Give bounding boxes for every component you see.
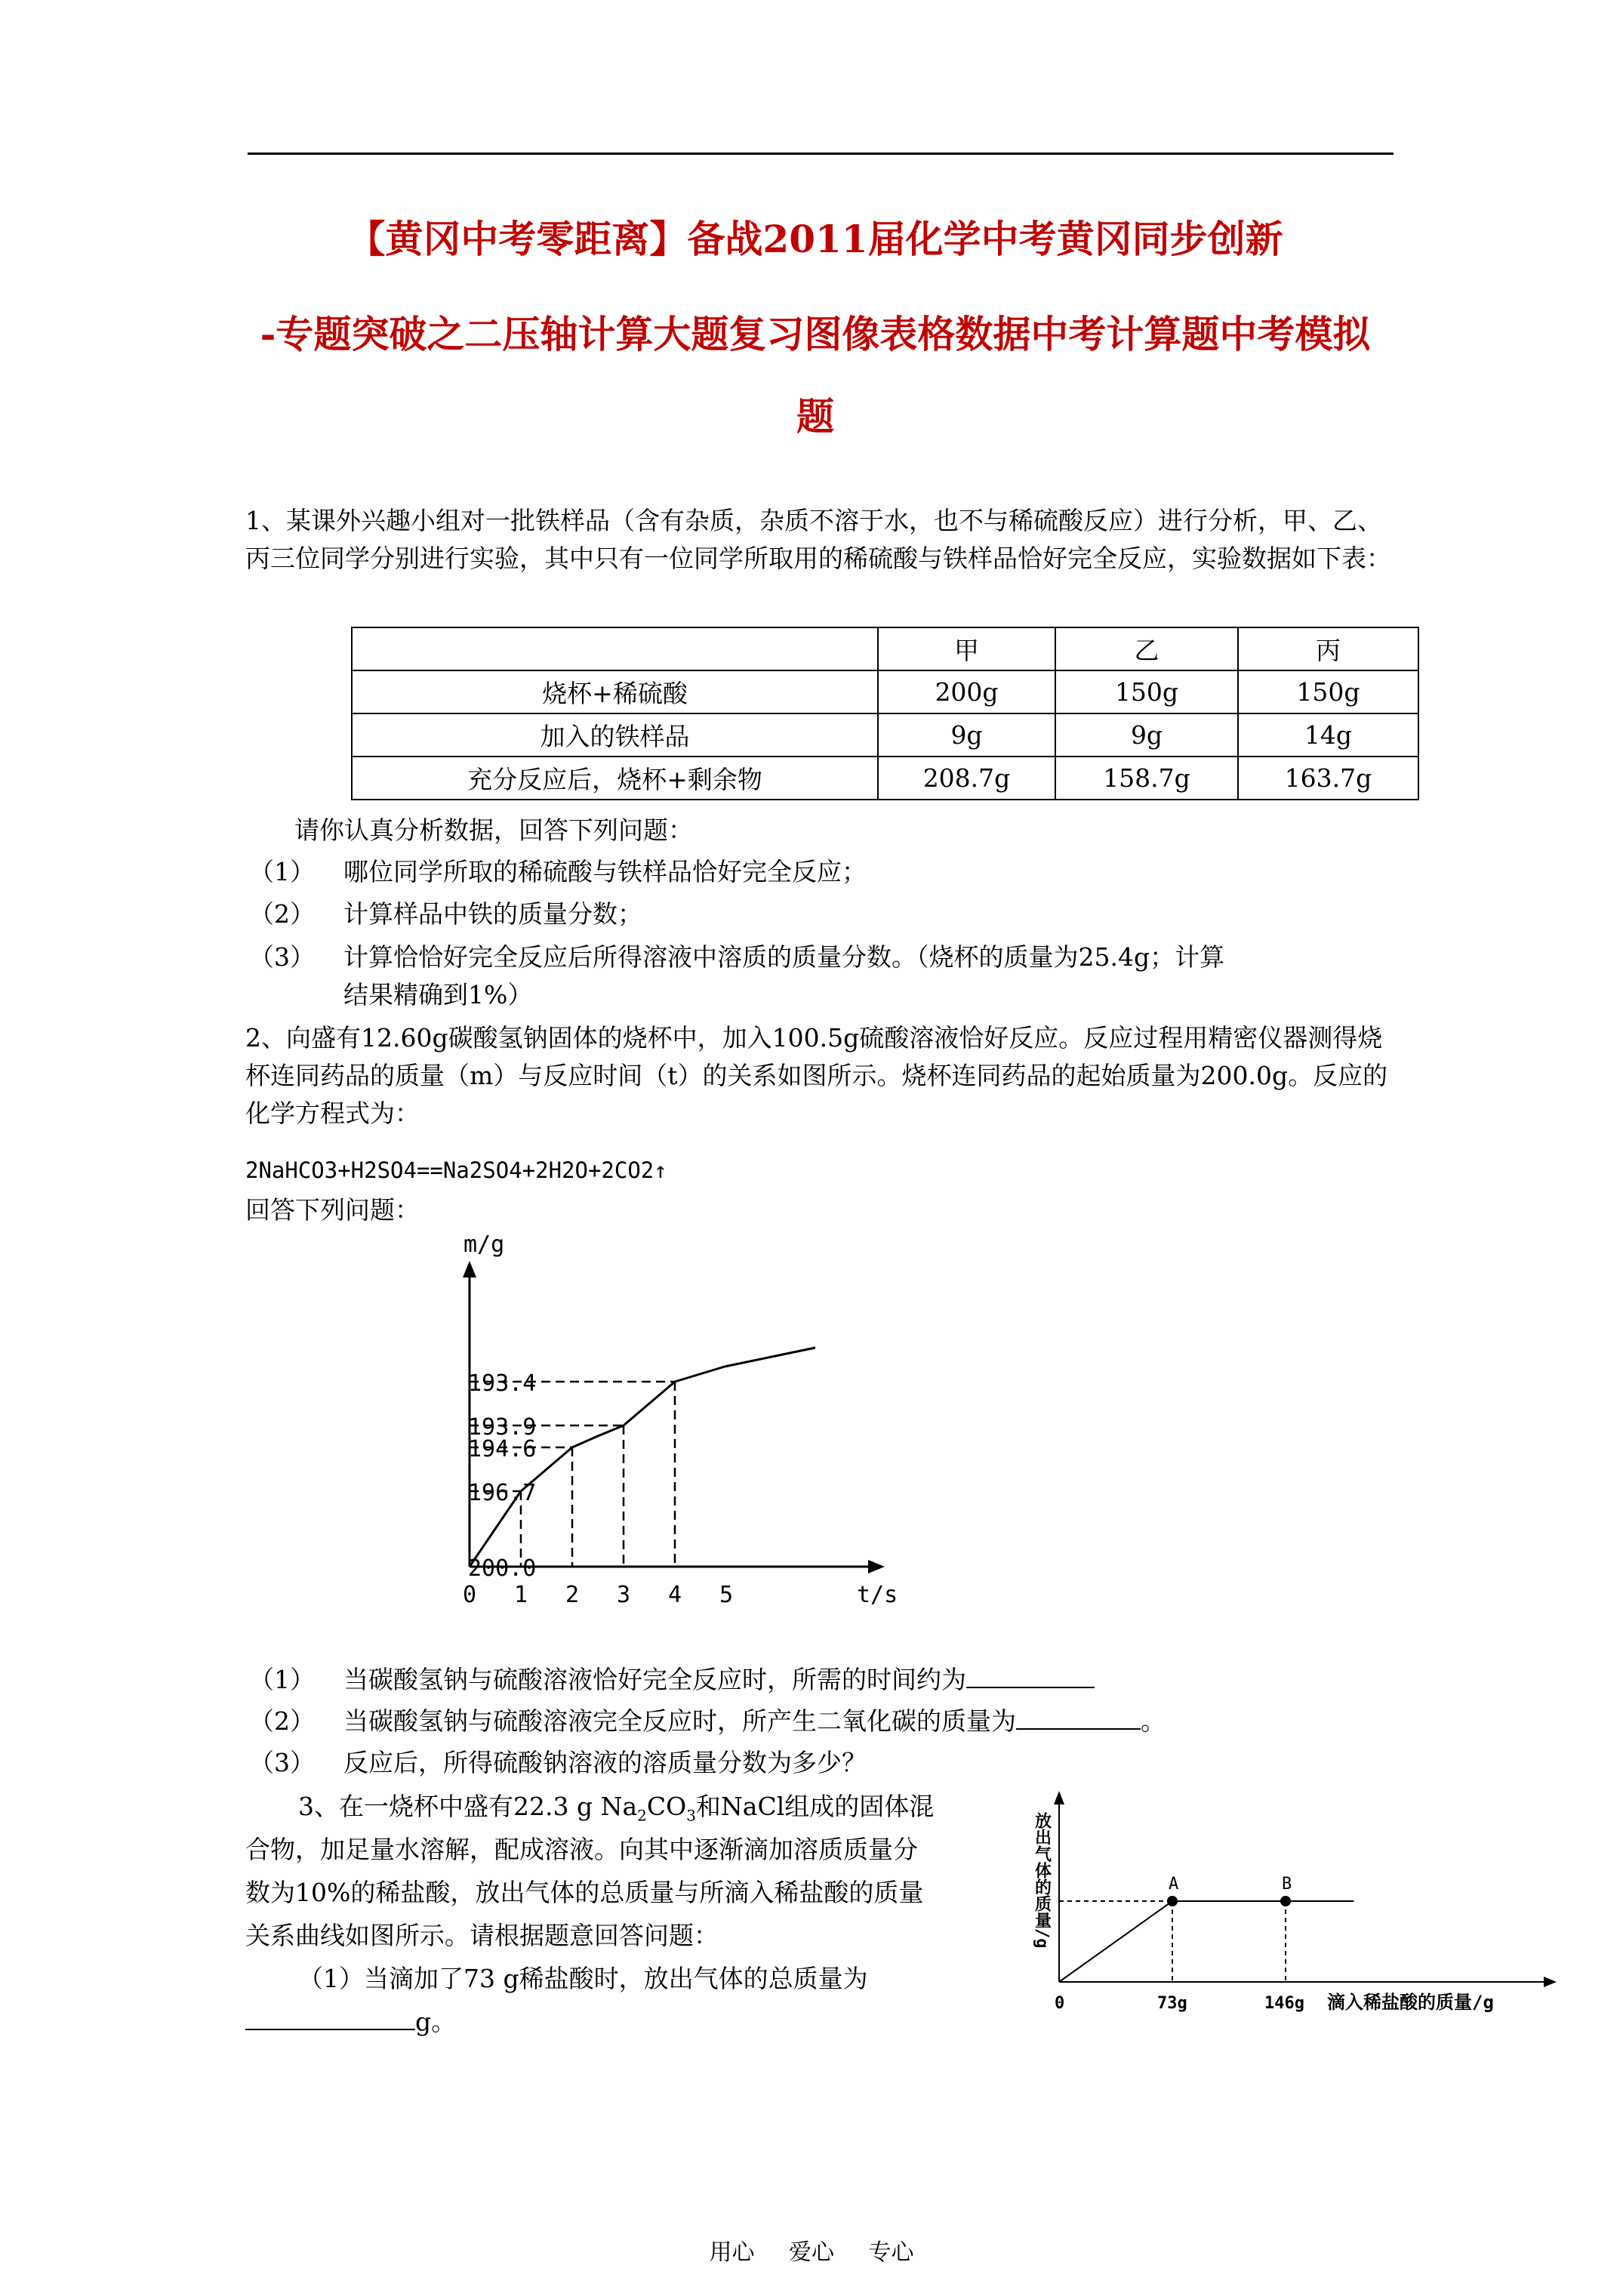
point-A bbox=[1167, 1896, 1178, 1906]
table-cell: 14g bbox=[1238, 713, 1418, 757]
x-tick-label: 73g bbox=[1157, 1994, 1187, 2013]
q3-line-1b: 和NaCl组成的固体混 bbox=[695, 1792, 935, 1821]
q3-line-3: 数为10%的稀盐酸，放出气体的总质量与所滴入稀盐酸的质量 bbox=[245, 1878, 924, 1907]
q2-item-2-label: 当碳酸氢钠与硫酸溶液完全反应时，所产生二氧化碳的质量为 bbox=[343, 1706, 1016, 1736]
y-tick-label: 193.9 bbox=[468, 1414, 537, 1441]
answer-blank[interactable] bbox=[245, 2029, 415, 2030]
table-cell: 208.7g bbox=[878, 757, 1055, 800]
point-label: A bbox=[1169, 1875, 1179, 1894]
q3-line-4: 关系曲线如图所示。请根据题意回答问题： bbox=[245, 1921, 719, 1950]
mass-time-chart bbox=[423, 1231, 906, 1608]
q2-item-2-num: （2） bbox=[249, 1706, 315, 1736]
footer-word-2: 爱心 bbox=[789, 2239, 834, 2266]
page-footer bbox=[0, 2233, 1623, 2267]
title-line-3: 题 bbox=[796, 394, 834, 439]
q2-item-2-tail: 。 bbox=[1141, 1706, 1166, 1736]
point-B bbox=[1280, 1896, 1291, 1906]
q1-item-1-num: （1） bbox=[249, 857, 315, 886]
q2-item-1-num: （1） bbox=[249, 1665, 315, 1694]
q2-equation: 2NaHCO3+H2SO4==Na2SO4+2H2O+2CO2↑ bbox=[245, 1157, 667, 1183]
q2-item-1-text bbox=[343, 1661, 1095, 1699]
q2-item-1-label: 当碳酸氢钠与硫酸溶液恰好完全反应时，所需的时间约为 bbox=[343, 1665, 966, 1694]
x-axis-arrow bbox=[1544, 1977, 1557, 1987]
x-tick-label: 3 bbox=[617, 1582, 631, 1608]
point-label: B bbox=[1282, 1875, 1292, 1894]
x-axis-label: t/s bbox=[857, 1582, 898, 1608]
q2-item-3-num: （3） bbox=[249, 1748, 315, 1777]
q3-line-1a: 3、在一烧杯中盛有22.3 g Na bbox=[298, 1792, 638, 1821]
table-cell: 乙 bbox=[1055, 627, 1238, 670]
table-cell: 丙 bbox=[1238, 627, 1418, 670]
x-tick-label: 146g bbox=[1264, 1994, 1304, 2013]
table-cell: 加入的铁样品 bbox=[352, 713, 878, 757]
q2-prompt: 回答下列问题： bbox=[245, 1195, 420, 1225]
q2-stem: 2、向盛有12.60g碳酸氢钠固体的烧杯中，加入100.5g硫酸溶液恰好反应。反应过程用精密仪器测得烧杯连同药品的质量（m）与反应时间（t）的关系如图所示。烧杯连同药品的起始质量为200.0g。反应的化学方程式为： bbox=[245, 1023, 1388, 1128]
q2-item-3-text: 反应后，所得硫酸钠溶液的溶质量分数为多少？ bbox=[343, 1748, 867, 1777]
answer-blank[interactable] bbox=[1016, 1728, 1141, 1730]
q1-item-3-text: 计算恰恰好完全反应后所得溶液中溶质的质量分数。（烧杯的质量为25.4g；计算 bbox=[343, 942, 1225, 972]
table-cell: 158.7g bbox=[1055, 757, 1238, 800]
footer-word-1: 用心 bbox=[709, 2239, 755, 2266]
table-row bbox=[352, 757, 1418, 800]
table-cell: 150g bbox=[1055, 670, 1238, 713]
table-cell: 150g bbox=[1238, 670, 1418, 713]
table-cell: 200g bbox=[878, 670, 1055, 713]
x-tick-label: 1 bbox=[514, 1582, 528, 1608]
y-axis-label: 放出气体的质量/g bbox=[1032, 1812, 1052, 1949]
title-line-2: -专题突破之二压轴计算大题复习图像表格数据中考计算题中考模拟 bbox=[260, 312, 1371, 356]
y-tick-label: 196.7 bbox=[468, 1480, 537, 1506]
gas-hcl-chart bbox=[1012, 1789, 1578, 2016]
table-header-row bbox=[352, 627, 1418, 670]
q3-mid: CO bbox=[646, 1792, 687, 1821]
q1-item-1-text: 哪位同学所取的稀硫酸与铁样品恰好完全反应； bbox=[343, 857, 867, 886]
q3-line-6-tail: g。 bbox=[415, 2007, 457, 2036]
q3-line-6 bbox=[245, 2003, 456, 2041]
q1-prompt: 请你认真分析数据，回答下列问题： bbox=[294, 815, 693, 845]
table-cell: 163.7g bbox=[1238, 757, 1418, 800]
q2-item-2-text bbox=[343, 1703, 1166, 1740]
table-cell: 烧杯+稀硫酸 bbox=[352, 670, 878, 713]
y-axis-label: m/g bbox=[463, 1231, 505, 1258]
q3-sub-1: 2 bbox=[637, 1806, 647, 1825]
table-row bbox=[352, 670, 1418, 713]
table-cell: 9g bbox=[878, 713, 1055, 757]
y-tick-label: 193.4 bbox=[468, 1370, 537, 1397]
x-tick-label: 0 bbox=[463, 1582, 477, 1608]
title-line-1: 【黄冈中考零距离】备战2011届化学中考黄冈同步创新 bbox=[347, 217, 1283, 261]
q3-line-2: 合物，加足量水溶解，配成溶液。向其中逐渐滴加溶质质量分 bbox=[245, 1835, 918, 1864]
q1-item-2-num: （2） bbox=[249, 899, 315, 929]
table-row bbox=[352, 713, 1418, 757]
footer-word-3: 专心 bbox=[868, 2239, 914, 2266]
q1-data-table bbox=[351, 627, 1419, 800]
x-tick-label: 5 bbox=[719, 1582, 734, 1608]
x-tick-label: 4 bbox=[668, 1582, 682, 1608]
y-tick-label: 200.0 bbox=[468, 1555, 537, 1582]
table-cell: 甲 bbox=[878, 627, 1055, 670]
q3-line-1 bbox=[298, 1788, 934, 1835]
table-cell: 9g bbox=[1055, 713, 1238, 757]
q1-item-3-cont: 结果精确到1%） bbox=[343, 980, 533, 1009]
table-cell bbox=[352, 627, 878, 670]
q3-sub-2: 3 bbox=[686, 1806, 696, 1825]
x-axis-label: 滴入稀盐酸的质量/g bbox=[1327, 1992, 1494, 2013]
rising-line bbox=[1059, 1901, 1172, 1982]
x-tick-label: 0 bbox=[1055, 1994, 1065, 2013]
q1-item-2-text: 计算样品中铁的质量分数； bbox=[343, 899, 642, 929]
q3-line-5: （1）当滴加了73 g稀盐酸时，放出气体的总质量为 bbox=[298, 1964, 868, 1993]
y-tick-label: 194.6 bbox=[468, 1436, 537, 1462]
x-axis-arrow bbox=[868, 1560, 885, 1573]
table-cell: 充分反应后，烧杯+剩余物 bbox=[352, 757, 878, 800]
chart1-plot bbox=[463, 1231, 898, 1608]
q1-item-3-num: （3） bbox=[249, 942, 315, 972]
q1-stem: 1、某课外兴趣小组对一批铁样品（含有杂质，杂质不溶于水，也不与稀硫酸反应）进行分析，甲、乙、丙三位同学分别进行实验，其中只有一位同学所取用的稀硫酸与铁样品恰好完全反应，实验数据如下表： bbox=[245, 506, 1391, 573]
answer-blank[interactable] bbox=[966, 1687, 1095, 1688]
y-axis-arrow bbox=[1054, 1791, 1064, 1804]
header-rule bbox=[248, 153, 1394, 155]
y-axis-arrow bbox=[463, 1261, 476, 1277]
chart2-plot bbox=[1033, 1791, 1557, 2013]
x-tick-label: 2 bbox=[565, 1582, 580, 1608]
